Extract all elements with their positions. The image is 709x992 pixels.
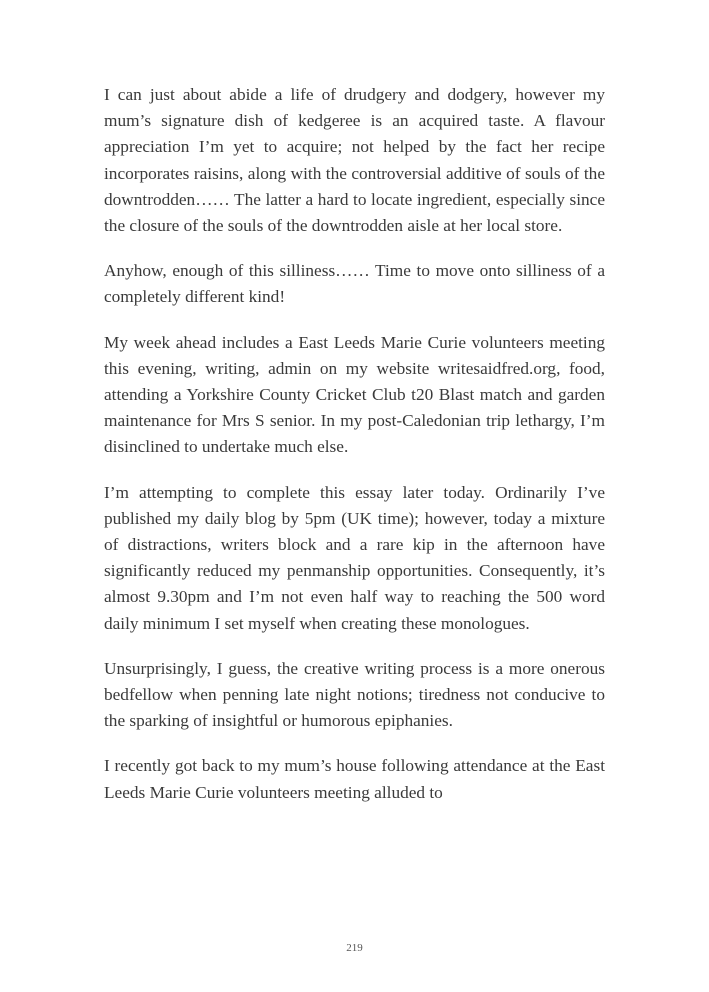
paragraph-2: Anyhow, enough of this silliness…… Time to move onto silliness of a completely different kind! xyxy=(104,261,605,307)
body-text xyxy=(104,82,605,806)
page-number: 219 xyxy=(346,942,363,954)
paragraph-1: I can just about abide a life of drudgery and dodgery, however my mum’s signature dish of kedgeree is an acquired taste. A flavour appreciation I’m yet to acquire; not helped by the fact her recipe incorporates raisins, along with the controversial additive of souls of the downtrodden…… The latter a hard to locate ingredient, especially since the closure of the souls of the downtrodden aisle at her local store. xyxy=(104,85,605,236)
paragraph-3: My week ahead includes a East Leeds Marie Curie volunteers meeting this evening, writing, admin on my website writesaidfred.org, food, attending a Yorkshire County Cricket Club t20 Blast match and garden maintenance for Mrs S senior. In my post-Caledonian trip lethargy, I’m disinclined to undertake much else. xyxy=(104,332,605,457)
paragraph-5: Unsurprisingly, I guess, the creative writing process is a more onerous bedfellow when penning late night notions; tiredness not conducive to the sparking of insightful or humorous epiphanies. xyxy=(104,658,605,731)
paragraph-6: I recently got back to my mum’s house following attendance at the East Leeds Marie Curie volunteers meeting alluded to xyxy=(104,756,605,802)
paragraph-4: I’m attempting to complete this essay later today. Ordinarily I’ve published my daily blog by 5pm (UK time); however, today a mixture of distractions, writers block and a rare kip in the afternoon have significantly reduced my penmanship opportunities. Consequently, it’s almost 9.30pm and I’m not even half way to reaching the 500 word daily minimum I set myself when creating these monologues. xyxy=(104,482,605,633)
